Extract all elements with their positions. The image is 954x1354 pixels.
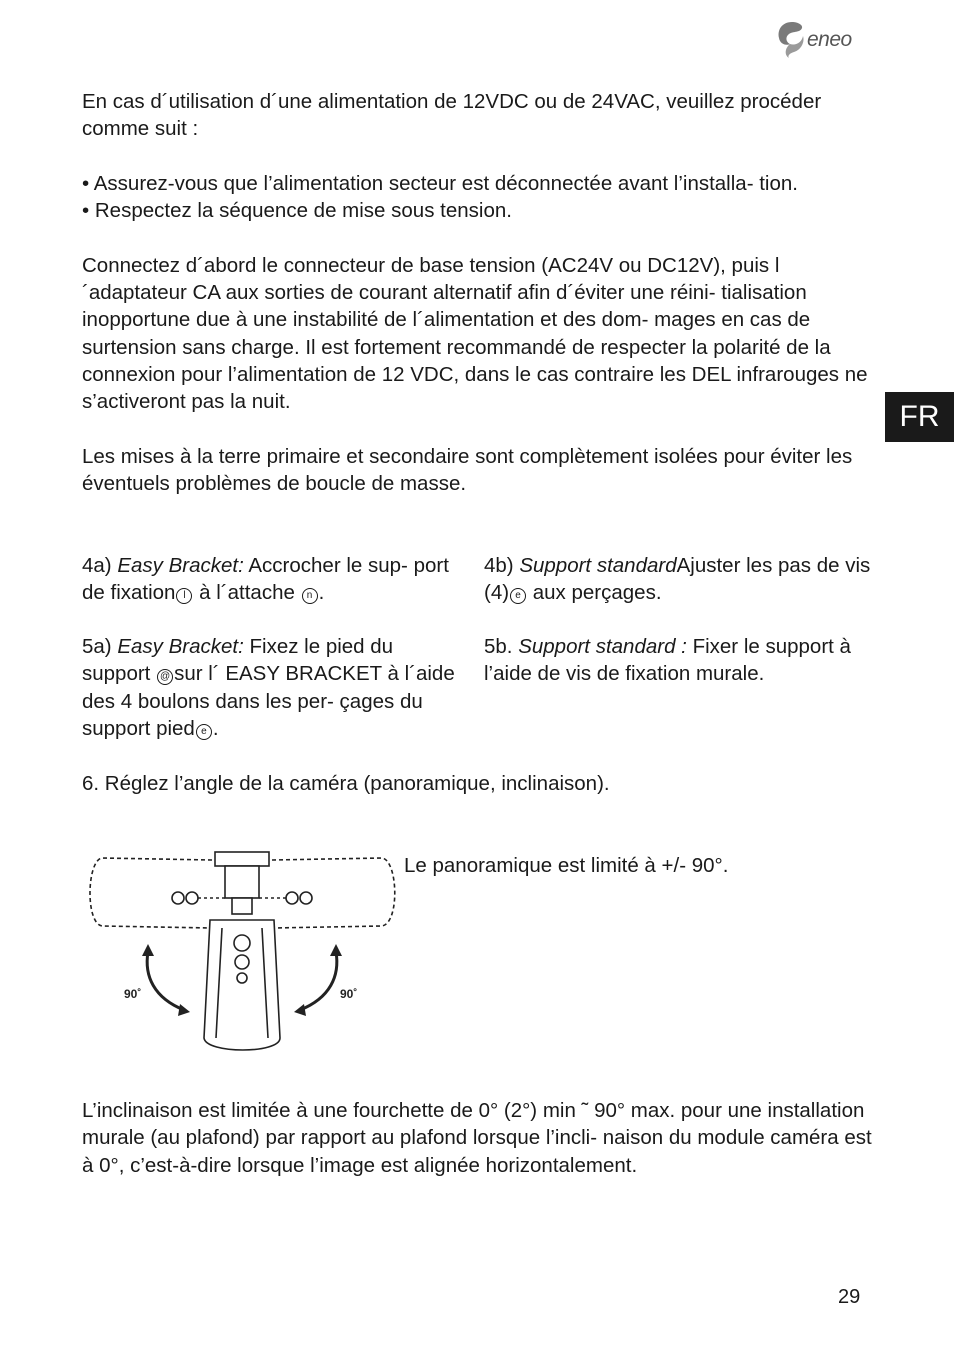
- circled-marker: e: [510, 588, 526, 604]
- step-label: Support standard :: [518, 635, 687, 658]
- eneo-logo: [776, 20, 876, 60]
- intro-paragraph: En cas d´utilisation d´une alimentation de 12VDC ou de 24VAC, veuillez procéder comme suit :: [82, 90, 822, 141]
- step-label: Easy Bracket:: [117, 554, 244, 577]
- angle-label-left: 90˚: [124, 987, 142, 1001]
- pan-caption: Le panoramique est limité à +/- 90°.: [404, 854, 729, 877]
- language-tab: FR: [885, 392, 954, 442]
- step-5b: 5b. Support standard : Fixer le support à l’aide de vis de fixation murale.: [484, 635, 851, 686]
- circled-marker: l: [176, 588, 192, 604]
- main-text: [82, 88, 874, 497]
- step-6: 6. Réglez l’angle de la caméra (panoramique, inclinaison).: [82, 772, 610, 795]
- camera-pan-diagram: [82, 848, 404, 1058]
- bullet-item: • Respectez la séquence de mise sous tension.: [82, 199, 512, 223]
- bullet-item: • Assurez-vous que l’alimentation secteur est déconnectée avant l’installa- tion.: [82, 171, 798, 195]
- step-label: Support standard: [519, 554, 677, 577]
- brand-name: eneo: [807, 28, 852, 51]
- eneo-swirl-icon: [776, 20, 808, 58]
- circled-marker: n: [302, 588, 318, 604]
- tilt-paragraph: L’inclinaison est limitée à une fourchette de 0° (2°) min ˜ 90° max. pour une installation murale (au plafond) par rapport au plafond lorsque l’incli- naison du module caméra est à 0°, c’est-à-dire lorsque l’image est alignée horizontalement.: [82, 1099, 872, 1177]
- circled-marker: e: [196, 724, 212, 740]
- camera-pan-illustration: [82, 848, 404, 1058]
- page-number: 29: [838, 1286, 861, 1308]
- circled-marker: @: [157, 669, 173, 685]
- step-4b: 4b) Support standardAjuster les pas de vis (4) e aux perçages.: [484, 554, 871, 605]
- step-label: Easy Bracket:: [117, 635, 244, 658]
- step-4a: 4a) Easy Bracket: Accrocher le sup- port de fixation l à l´attache n .: [82, 554, 449, 605]
- step-5a: 5a) Easy Bracket: Fixez le pied du support @ sur l´ EASY BRACKET à l´aide des 4 boulons dans les per- çages du support pied e .: [82, 635, 455, 740]
- ground-paragraph: Les mises à la terre primaire et secondaire sont complètement isolées pour éviter les éventuels problèmes de boucle de masse.: [82, 444, 853, 496]
- angle-label-right: 90˚: [340, 987, 358, 1001]
- connect-paragraph: Connectez d´abord le connecteur de base tension (AC24V ou DC12V), puis l´adaptateur CA aux sorties de courant alternatif afin d´éviter une réini- tialisation inopportune due à une instabilité de l´alimentation et des dom- mages en cas de surtension sans charge. Il est fortement recommandé de respecter la polarité de la connexion pour l’alimentation de 12 VDC, dans le cas contraire les DEL infrarouges ne s’activeront pas la nuit.: [82, 253, 868, 414]
